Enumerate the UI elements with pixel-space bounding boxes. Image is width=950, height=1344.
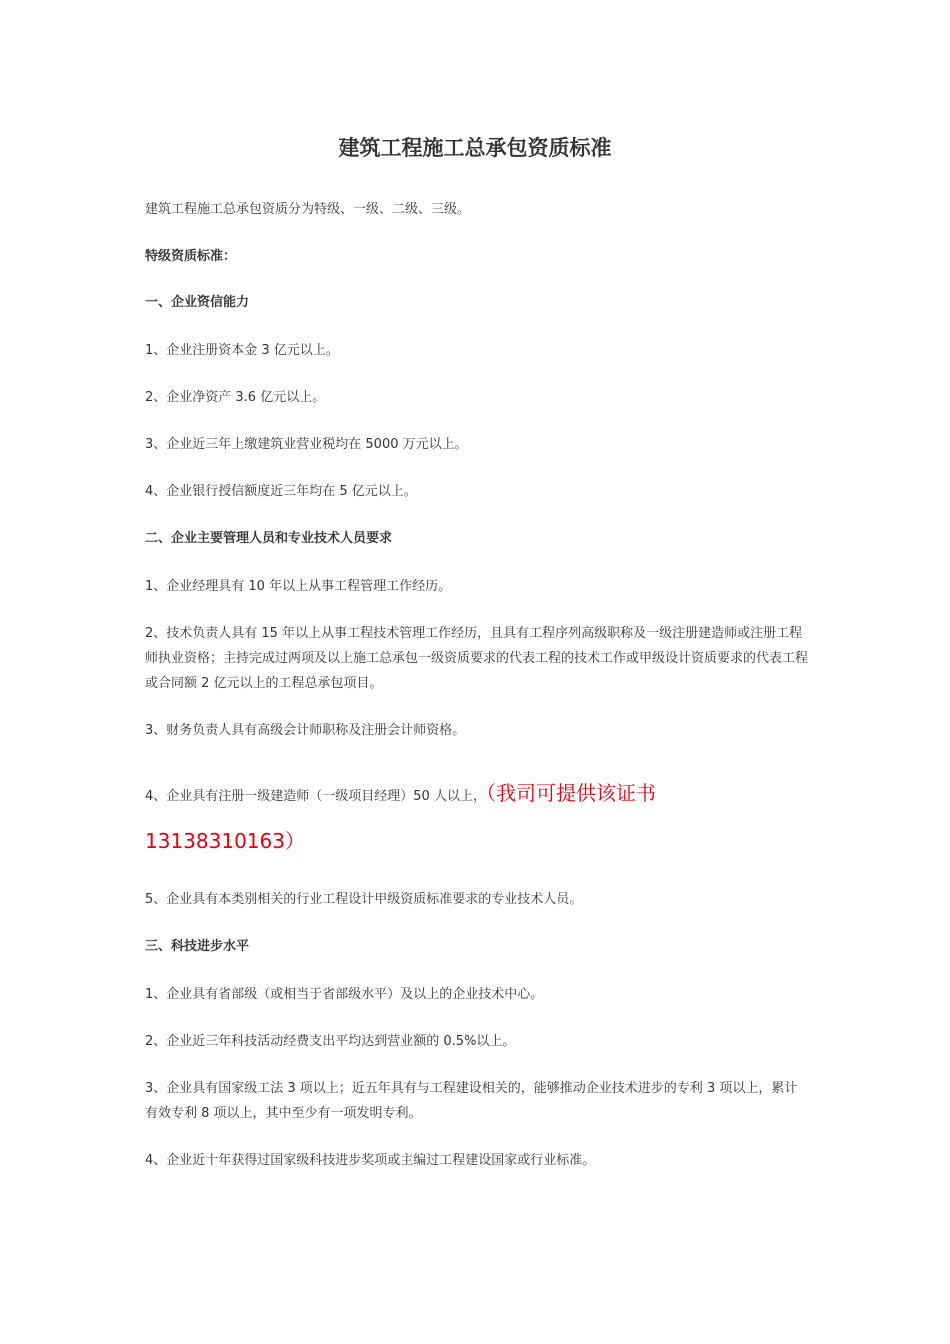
list-item: 1、企业注册资本金 3 亿元以上。 — [145, 343, 339, 358]
section-heading-credit: 一、企业资信能力 — [145, 295, 250, 310]
section-heading-technology: 三、科技进步水平 — [145, 939, 250, 954]
list-item: 2、企业近三年科技活动经费支出平均达到营业额的 0.5%以上。 — [145, 1034, 516, 1049]
list-item-with-note — [145, 775, 810, 815]
list-item: 2、技术负责人具有 15 年以上从事工程技术管理工作经历，且具有工程序列高级职称及一级注册建造师或注册工程师执业资格；主持完成过两项及以上施工总承包一级资质要求的代表工程的技术工作或甲级设计资质要求的代表工程或合同额 2 亿元以上的工程总承包项目。 — [145, 626, 809, 691]
contact-phone-note: 13138310163） — [145, 829, 305, 853]
list-item: 2、企业净资产 3.6 亿元以上。 — [145, 390, 326, 405]
list-item: 4、企业银行授信额度近三年均在 5 亿元以上。 — [145, 484, 417, 499]
special-heading: 特级资质标准： — [145, 249, 237, 264]
page-title: 建筑工程施工总承包资质标准 — [338, 136, 612, 160]
list-item: 4、企业近十年获得过国家级科技进步奖项或主编过工程建设国家或行业标准。 — [145, 1153, 596, 1168]
intro-paragraph: 建筑工程施工总承包资质分为特级、一级、二级、三级。 — [145, 202, 471, 217]
list-item: 3、企业具有国家级工法 3 项以上；近五年具有与工程建设相关的，能够推动企业技术进步的专利 3 项以上，累计有效专利 8 项以上，其中至少有一项发明专利。 — [145, 1081, 798, 1121]
certificate-note: （我司可提供该证书 — [485, 781, 656, 805]
list-item: 5、企业具有本类别相关的行业工程设计甲级资质标准要求的专业技术人员。 — [145, 892, 583, 907]
list-item: 3、企业近三年上缴建筑业营业税均在 5000 万元以上。 — [145, 437, 468, 452]
section-heading-personnel: 二、企业主要管理人员和专业技术人员要求 — [145, 531, 393, 546]
list-item: 1、企业具有省部级（或相当于省部级水平）及以上的企业技术中心。 — [145, 987, 544, 1002]
list-item: 1、企业经理具有 10 年以上从事工程管理工作经历。 — [145, 579, 452, 594]
list-item: 3、财务负责人具有高级会计师职称及注册会计师资格。 — [145, 723, 466, 738]
list-item-text: 4、企业具有注册一级建造师（一级项目经理）50 人以上， — [145, 789, 486, 804]
